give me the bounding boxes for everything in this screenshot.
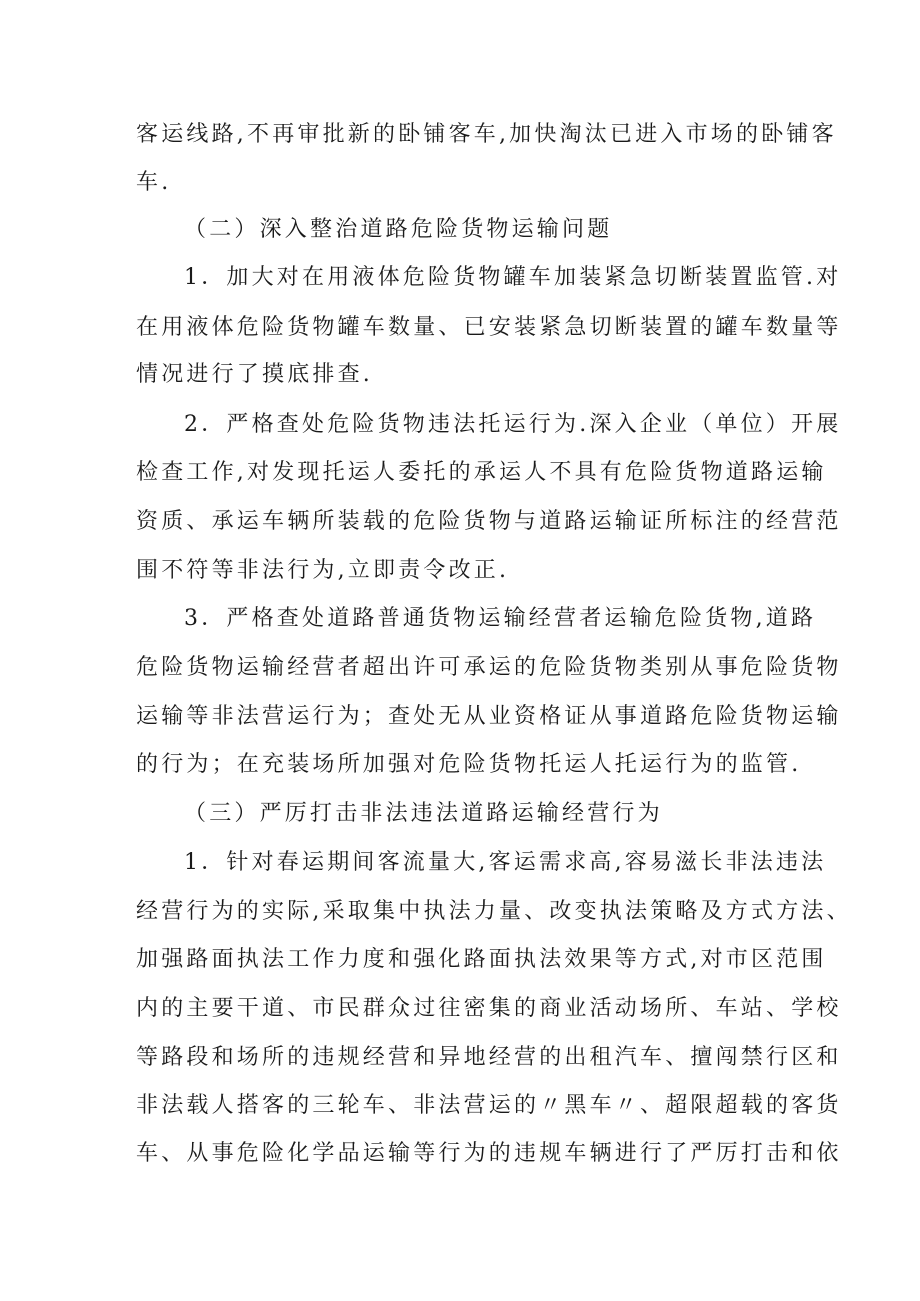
text-line: 围不符等非法行为,立即责令改正.: [136, 558, 510, 583]
text-line: 在用液体危险货物罐车数量、已安装紧急切断装置的罐车数量等: [136, 315, 842, 340]
text-line: 客运线路,不再审批新的卧铺客车,加快淘汰已进入市场的卧铺客: [136, 122, 837, 147]
text-line: 危险货物运输经营者超出许可承运的危险货物类别从事危险货物: [136, 655, 842, 680]
text-line: 车、从事危险化学品运输等行为的违规车辆进行了严厉打击和依: [136, 1141, 842, 1166]
text-line: 检查工作,对发现托运人委托的承运人不具有危险货物道路运输: [136, 460, 827, 485]
text-line: 加强路面执法工作力度和强化路面执法效果等方式,对市区范围: [136, 947, 827, 972]
text-line: 车.: [136, 170, 172, 195]
text-line: 等路段和场所的违规经营和异地经营的出租汽车、擅闯禁行区和: [136, 1045, 842, 1070]
text-line: 3．严格查处道路普通货物运输经营者运输危险货物,道路: [184, 606, 817, 631]
text-line: 非法载人搭客的三轮车、非法营运的〃黑车〃、超限超载的客货: [136, 1093, 842, 1118]
text-line: 内的主要干道、市民群众过往密集的商业活动场所、车站、学校: [136, 996, 842, 1021]
text-line: 1．针对春运期间客流量大,客运需求高,容易滋长非法违法: [184, 850, 827, 875]
section-heading: （二）深入整治道路危险货物运输问题: [184, 217, 613, 242]
text-line: 情况进行了摸底排查.: [136, 362, 373, 387]
text-line: 经营行为的实际,采取集中执法力量、改变执法策略及方式方法、: [136, 899, 852, 924]
text-line: 1．加大对在用液体危险货物罐车加装紧急切断装置监管.对: [184, 265, 842, 290]
text-line: 的行为；在充装场所加强对危险货物托运人托运行为的监管.: [136, 752, 802, 777]
text-line: 2．严格查处危险货物违法托运行为.深入企业（单位）开展: [184, 412, 842, 437]
text-line: 资质、承运车辆所装载的危险货物与道路运输证所标注的经营范: [136, 509, 842, 534]
section-heading: （三）严厉打击非法违法道路运输经营行为: [184, 801, 663, 826]
text-line: 运输等非法营运行为；查处无从业资格证从事道路危险货物运输: [136, 704, 842, 729]
